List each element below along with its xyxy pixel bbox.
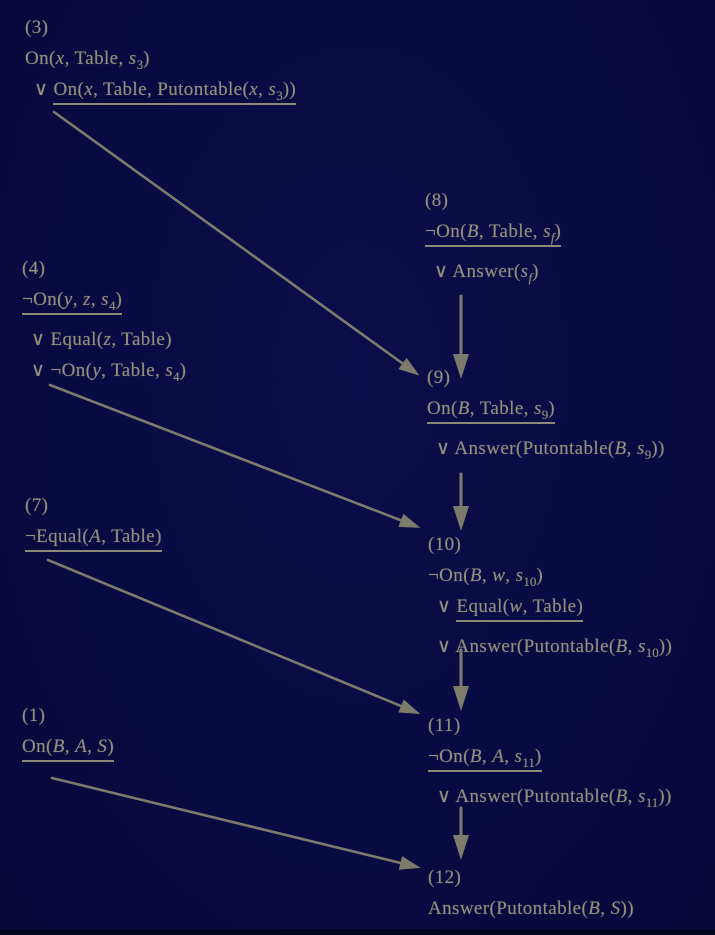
clause-literal: On(x, Table, $s_3$) [25, 48, 150, 72]
clause-3 [25, 12, 296, 114]
resolved-literal-underline: ¬On(y, z, $s_4$) [22, 289, 122, 315]
clause-8 [425, 185, 561, 287]
resolved-literal-underline: ¬On(B, A, $s_{11}$) [428, 746, 542, 772]
resolution-arrow-7-to-11 [48, 560, 413, 711]
clause-literal: ∨ Answer(Putontable(B, $s_{11}$)) [437, 786, 672, 810]
clause-literal: ∨ $Answer(s_f)$ [434, 261, 539, 285]
resolved-literal-underline: On(x, Table, Putontable(x, $s_3$)) [53, 79, 296, 105]
clause-literal [25, 74, 296, 105]
clause-1 [22, 700, 114, 771]
clause-10 [428, 529, 672, 662]
resolved-literal-underline: Equal(w, Table) [456, 596, 583, 622]
clause-literal [427, 393, 665, 424]
clause-number-label: (8) [425, 190, 449, 211]
or-connective: ∨ [34, 79, 54, 100]
clause-number-label: (7) [25, 495, 49, 516]
clause-literal: ∨ Answer(Putontable(B, $s_{10}$)) [437, 636, 673, 660]
scan-edge [0, 929, 715, 935]
clause-literal [428, 741, 672, 772]
resolved-literal-underline: On(B, A, S) [22, 736, 114, 762]
clause-7 [25, 490, 162, 561]
clause-number-label: (11) [428, 715, 461, 736]
clause-literal: ∨ Answer(Putontable(B, $s_9$)) [436, 438, 665, 462]
clause-literal: ∨ Equal(z, Table) [31, 329, 172, 350]
or-connective: ∨ [437, 596, 457, 617]
clause-number-label: (4) [22, 258, 46, 279]
clause-literal [22, 284, 186, 315]
clause-4 [22, 253, 186, 386]
clause-literal [25, 521, 162, 552]
clause-number-label: (10) [428, 534, 462, 555]
clause-literal [428, 591, 672, 622]
clause-literal: ¬On(B, w, $s_{10}$) [428, 565, 544, 589]
clause-literal [425, 216, 561, 247]
clause-literal: Answer(Putontable(B, S)) [428, 898, 634, 919]
clause-12 [428, 862, 634, 924]
clause-11 [428, 710, 672, 812]
resolved-literal-underline: ¬Equal(A, Table) [25, 526, 162, 552]
resolved-literal-underline: On(B, Table, $s_9$) [427, 398, 555, 424]
clause-literal [22, 731, 114, 762]
clause-number-label: (1) [22, 705, 46, 726]
clause-9 [427, 362, 665, 464]
clause-literal: ∨ ¬On(y, Table, $s_4$) [31, 360, 187, 384]
resolution-arrow-1-to-12 [52, 778, 413, 866]
resolved-literal-underline: ¬On(B, Table, $s_f$) [425, 221, 561, 247]
clause-number-label: (9) [427, 367, 451, 388]
clause-number-label: (12) [428, 867, 462, 888]
clause-number-label: (3) [25, 17, 49, 38]
